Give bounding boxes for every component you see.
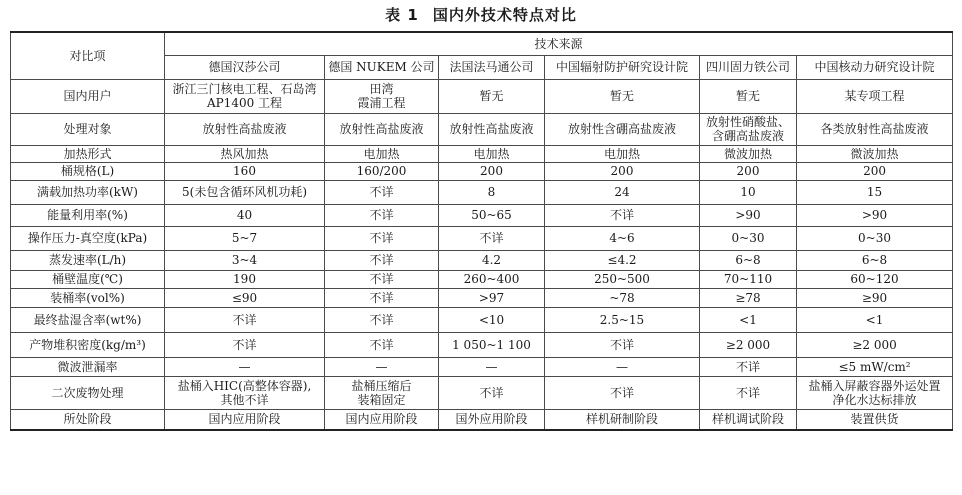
cell-line: 5(未包含循环风机功耗) bbox=[182, 185, 307, 199]
cell-line: 200 bbox=[736, 164, 760, 178]
cell-line: 1 050~1 100 bbox=[452, 337, 531, 352]
cell-line: 某专项工程 bbox=[844, 89, 905, 103]
cell-line: 5~7 bbox=[231, 231, 258, 245]
cell-line: 暂无 bbox=[735, 89, 760, 103]
table-cell bbox=[797, 288, 953, 307]
table-cell bbox=[325, 204, 439, 226]
row-label: 能量利用率(%) bbox=[11, 204, 165, 226]
table-cell bbox=[545, 162, 700, 180]
row-label: 二次废物处理 bbox=[11, 376, 165, 409]
cell-line: 放射性高盐废液 bbox=[339, 122, 424, 136]
table-cell bbox=[700, 332, 797, 357]
table-title: 国内外技术特点对比 bbox=[432, 6, 577, 24]
table-cell bbox=[165, 307, 325, 332]
table-cell bbox=[325, 145, 439, 162]
table-cell bbox=[700, 288, 797, 307]
table-caption bbox=[0, 4, 962, 26]
table-cell bbox=[439, 162, 545, 180]
cell-line: 各类放射性高盐废液 bbox=[820, 122, 929, 136]
cell-line: 6~8 bbox=[735, 253, 761, 267]
cell-line: 160/200 bbox=[356, 164, 407, 178]
table-cell bbox=[325, 409, 439, 430]
table-cell bbox=[325, 180, 439, 204]
table-cell bbox=[439, 288, 545, 307]
source-header: 中国辐射防护研究设计院 bbox=[545, 55, 700, 79]
cell-line: 不详 bbox=[479, 231, 504, 245]
cell-line: 霞浦工程 bbox=[357, 96, 406, 110]
table-cell bbox=[325, 79, 439, 113]
cell-line: — bbox=[238, 359, 251, 374]
cell-line: >97 bbox=[478, 290, 505, 305]
cell-line: 不详 bbox=[369, 290, 394, 305]
table-cell bbox=[439, 204, 545, 226]
table-cell bbox=[700, 204, 797, 226]
table-cell bbox=[439, 307, 545, 332]
cell-line: 不详 bbox=[369, 208, 394, 222]
row-label: 操作压力-真空度(kPa) bbox=[11, 226, 165, 250]
table-cell bbox=[797, 226, 953, 250]
cell-line: 200 bbox=[480, 164, 503, 178]
table-cell bbox=[700, 270, 797, 288]
cell-line: 暂无 bbox=[479, 89, 504, 103]
cell-line: ≥2 000 bbox=[852, 337, 897, 352]
cell-line: 盐桶压缩后 bbox=[351, 378, 412, 393]
cell-line: 不详 bbox=[735, 359, 760, 374]
row-label: 产物堆积密度(kg/m³) bbox=[11, 332, 165, 357]
cell-line: 4.2 bbox=[481, 253, 502, 267]
cell-line: ~78 bbox=[609, 290, 635, 305]
cell-line: 盐桶入屏蔽容器外运处置 bbox=[808, 378, 941, 393]
cell-line: 田湾 bbox=[369, 82, 394, 96]
table-cell bbox=[439, 113, 545, 145]
table-cell bbox=[700, 162, 797, 180]
cell-line: 260~400 bbox=[463, 272, 520, 286]
cell-line: ≥2 000 bbox=[725, 337, 771, 352]
cell-line: — bbox=[485, 359, 498, 374]
table-cell bbox=[797, 113, 953, 145]
table-cell bbox=[700, 357, 797, 376]
cell-line: 3~4 bbox=[231, 253, 258, 267]
table-cell bbox=[165, 332, 325, 357]
table-cell bbox=[439, 180, 545, 204]
table-cell bbox=[700, 250, 797, 270]
cell-line: 微波加热 bbox=[850, 146, 899, 161]
table-cell bbox=[545, 409, 700, 430]
cell-line: <1 bbox=[865, 312, 884, 327]
cell-line: 盐桶入HIC(高整体容器), bbox=[177, 378, 312, 393]
table-cell bbox=[545, 226, 700, 250]
cell-line: 160 bbox=[233, 164, 256, 178]
cell-line: >90 bbox=[735, 208, 761, 222]
table-cell bbox=[797, 307, 953, 332]
cell-line: 不详 bbox=[369, 231, 394, 245]
cell-line: 电加热 bbox=[473, 146, 510, 161]
table-number: 表 1 bbox=[385, 6, 419, 24]
table-cell bbox=[797, 180, 953, 204]
cell-line: <10 bbox=[478, 312, 505, 327]
row-label: 桶规格(L) bbox=[11, 162, 165, 180]
table-cell bbox=[545, 180, 700, 204]
row-label: 满载加热功率(kW) bbox=[11, 180, 165, 204]
table-cell bbox=[325, 270, 439, 288]
table-cell bbox=[165, 270, 325, 288]
table-cell bbox=[545, 288, 700, 307]
cell-line: 暂无 bbox=[609, 89, 634, 103]
table-cell bbox=[439, 79, 545, 113]
cell-line: 不详 bbox=[232, 312, 257, 327]
cell-line: ≥90 bbox=[861, 290, 888, 305]
table-cell bbox=[165, 226, 325, 250]
table-cell bbox=[165, 162, 325, 180]
table-body bbox=[11, 79, 953, 430]
cell-line: 不详 bbox=[369, 185, 394, 199]
source-group-header: 技术来源 bbox=[165, 32, 953, 55]
cell-line: 4~6 bbox=[609, 231, 635, 245]
row-label: 处理对象 bbox=[11, 113, 165, 145]
table-cell bbox=[700, 113, 797, 145]
cell-line: 2.5~15 bbox=[599, 312, 645, 327]
cell-line: 净化水达标排放 bbox=[832, 392, 917, 407]
table-cell bbox=[165, 357, 325, 376]
table-row bbox=[11, 145, 953, 162]
cell-line: 含硼高盐废液 bbox=[711, 129, 784, 143]
table-cell bbox=[545, 270, 700, 288]
cell-line: 190 bbox=[233, 272, 256, 286]
table-cell bbox=[545, 113, 700, 145]
cell-line: 8 bbox=[487, 185, 496, 199]
cell-line: 浙江三门核电工程、石岛湾 bbox=[172, 82, 317, 96]
source-header: 德国汉莎公司 bbox=[165, 55, 325, 79]
table-cell bbox=[797, 270, 953, 288]
table-cell bbox=[545, 307, 700, 332]
table-cell bbox=[325, 113, 439, 145]
table-cell bbox=[545, 79, 700, 113]
cell-line: 0~30 bbox=[731, 231, 765, 245]
cell-line: 200 bbox=[863, 164, 886, 178]
table-cell bbox=[700, 376, 797, 409]
table-cell bbox=[797, 409, 953, 430]
cell-line: 不详 bbox=[369, 312, 394, 327]
cell-line: 不详 bbox=[735, 385, 760, 400]
cell-line: 电加热 bbox=[603, 146, 640, 161]
cell-line: 40 bbox=[236, 208, 253, 222]
table-cell bbox=[545, 250, 700, 270]
row-label: 加热形式 bbox=[11, 145, 165, 162]
table-cell bbox=[545, 357, 700, 376]
table-cell bbox=[545, 204, 700, 226]
cell-line: 装箱固定 bbox=[357, 392, 406, 407]
row-label: 装桶率(vol%) bbox=[11, 288, 165, 307]
cell-line: 6~8 bbox=[861, 253, 888, 267]
table-row bbox=[11, 357, 953, 376]
cell-line: 50~65 bbox=[471, 208, 512, 222]
table-cell bbox=[165, 376, 325, 409]
table-cell bbox=[797, 332, 953, 357]
source-header: 德国 NUKEM 公司 bbox=[325, 55, 439, 79]
cell-line: 不详 bbox=[609, 385, 634, 400]
table-row bbox=[11, 332, 953, 357]
table-row bbox=[11, 226, 953, 250]
table-cell bbox=[165, 145, 325, 162]
corner-header: 对比项 bbox=[11, 32, 165, 79]
table-cell bbox=[325, 332, 439, 357]
header-row-group bbox=[11, 32, 953, 55]
cell-line: — bbox=[616, 359, 628, 374]
table-cell bbox=[700, 79, 797, 113]
table-cell bbox=[439, 376, 545, 409]
cell-line: 其他不详 bbox=[220, 392, 269, 407]
source-header: 中国核动力研究设计院 bbox=[797, 55, 953, 79]
cell-line: ≤90 bbox=[231, 290, 258, 305]
cell-line: 200 bbox=[610, 164, 634, 178]
cell-line: 不详 bbox=[479, 385, 504, 400]
table-cell bbox=[325, 307, 439, 332]
cell-line: 10 bbox=[740, 185, 756, 199]
cell-line: ≥78 bbox=[735, 290, 761, 305]
table-cell bbox=[797, 250, 953, 270]
cell-line: 国内应用阶段 bbox=[345, 412, 418, 427]
table-cell bbox=[797, 204, 953, 226]
row-label: 桶壁温度(℃) bbox=[11, 270, 165, 288]
cell-line: 国内应用阶段 bbox=[208, 412, 281, 427]
cell-line: 国外应用阶段 bbox=[455, 412, 528, 427]
table-cell bbox=[439, 332, 545, 357]
table-row bbox=[11, 180, 953, 204]
table-cell bbox=[545, 376, 700, 409]
table-cell bbox=[797, 145, 953, 162]
table-row bbox=[11, 113, 953, 145]
cell-line: >90 bbox=[861, 208, 888, 222]
cell-line: 电加热 bbox=[363, 146, 400, 161]
row-label: 所处阶段 bbox=[11, 409, 165, 430]
table-cell bbox=[545, 145, 700, 162]
cell-line: 24 bbox=[614, 185, 630, 199]
table-row bbox=[11, 270, 953, 288]
cell-line: ≤5 mW/cm² bbox=[838, 359, 911, 374]
table-cell bbox=[700, 145, 797, 162]
cell-line: 不详 bbox=[369, 253, 394, 267]
row-label: 微波泄漏率 bbox=[11, 357, 165, 376]
table-cell bbox=[439, 270, 545, 288]
cell-line: AP1400 工程 bbox=[206, 96, 283, 110]
table-row bbox=[11, 307, 953, 332]
table-cell bbox=[797, 162, 953, 180]
table-cell bbox=[325, 226, 439, 250]
table-cell bbox=[439, 409, 545, 430]
cell-line: 不详 bbox=[609, 337, 634, 352]
comparison-table bbox=[10, 31, 953, 431]
table-cell bbox=[797, 376, 953, 409]
table-row bbox=[11, 250, 953, 270]
cell-line: 不详 bbox=[232, 337, 257, 352]
table-cell bbox=[797, 79, 953, 113]
table-cell bbox=[700, 409, 797, 430]
table-cell bbox=[165, 180, 325, 204]
table-cell bbox=[325, 162, 439, 180]
cell-line: 250~500 bbox=[594, 272, 650, 286]
cell-line: 不详 bbox=[609, 208, 634, 222]
row-label: 蒸发速率(L/h) bbox=[11, 250, 165, 270]
table-row bbox=[11, 162, 953, 180]
table-cell bbox=[325, 288, 439, 307]
cell-line: 不详 bbox=[369, 272, 394, 286]
table-cell bbox=[439, 357, 545, 376]
cell-line: 60~120 bbox=[850, 272, 899, 286]
table-cell bbox=[165, 204, 325, 226]
cell-line: 放射性高盐废液 bbox=[449, 122, 534, 136]
table-cell bbox=[165, 409, 325, 430]
cell-line: 装置供货 bbox=[850, 412, 899, 427]
row-label: 国内用户 bbox=[11, 79, 165, 113]
cell-line: 放射性硝酸盐、 bbox=[705, 115, 790, 129]
table-cell bbox=[165, 79, 325, 113]
table-cell bbox=[700, 226, 797, 250]
cell-line: 15 bbox=[866, 185, 883, 199]
table-row bbox=[11, 204, 953, 226]
table-cell bbox=[165, 113, 325, 145]
source-header: 四川固力铁公司 bbox=[700, 55, 797, 79]
cell-line: — bbox=[375, 359, 388, 374]
table-cell bbox=[700, 307, 797, 332]
cell-line: <1 bbox=[739, 312, 757, 327]
cell-line: 微波加热 bbox=[723, 146, 772, 161]
cell-line: 样机研制阶段 bbox=[585, 412, 658, 427]
table-cell bbox=[545, 332, 700, 357]
table-cell bbox=[165, 288, 325, 307]
table-cell bbox=[325, 376, 439, 409]
table-cell bbox=[797, 357, 953, 376]
table-cell bbox=[325, 357, 439, 376]
cell-line: ≤4.2 bbox=[607, 253, 637, 267]
source-header: 法国法马通公司 bbox=[439, 55, 545, 79]
table-cell bbox=[325, 250, 439, 270]
table-row bbox=[11, 409, 953, 430]
table-cell bbox=[439, 226, 545, 250]
cell-line: 不详 bbox=[369, 337, 394, 352]
cell-line: 样机调试阶段 bbox=[711, 412, 784, 427]
table-cell bbox=[439, 250, 545, 270]
cell-line: 放射性含硼高盐废液 bbox=[567, 122, 676, 136]
cell-line: 0~30 bbox=[858, 231, 891, 245]
cell-line: 放射性高盐废液 bbox=[202, 122, 287, 136]
table-row bbox=[11, 288, 953, 307]
table-cell bbox=[700, 180, 797, 204]
cell-line: 热风加热 bbox=[220, 146, 269, 161]
table-cell bbox=[439, 145, 545, 162]
table-row bbox=[11, 376, 953, 409]
cell-line: 70~110 bbox=[723, 272, 773, 286]
row-label: 最终盐湿含率(wt%) bbox=[11, 307, 165, 332]
table-cell bbox=[165, 250, 325, 270]
table-row bbox=[11, 79, 953, 113]
